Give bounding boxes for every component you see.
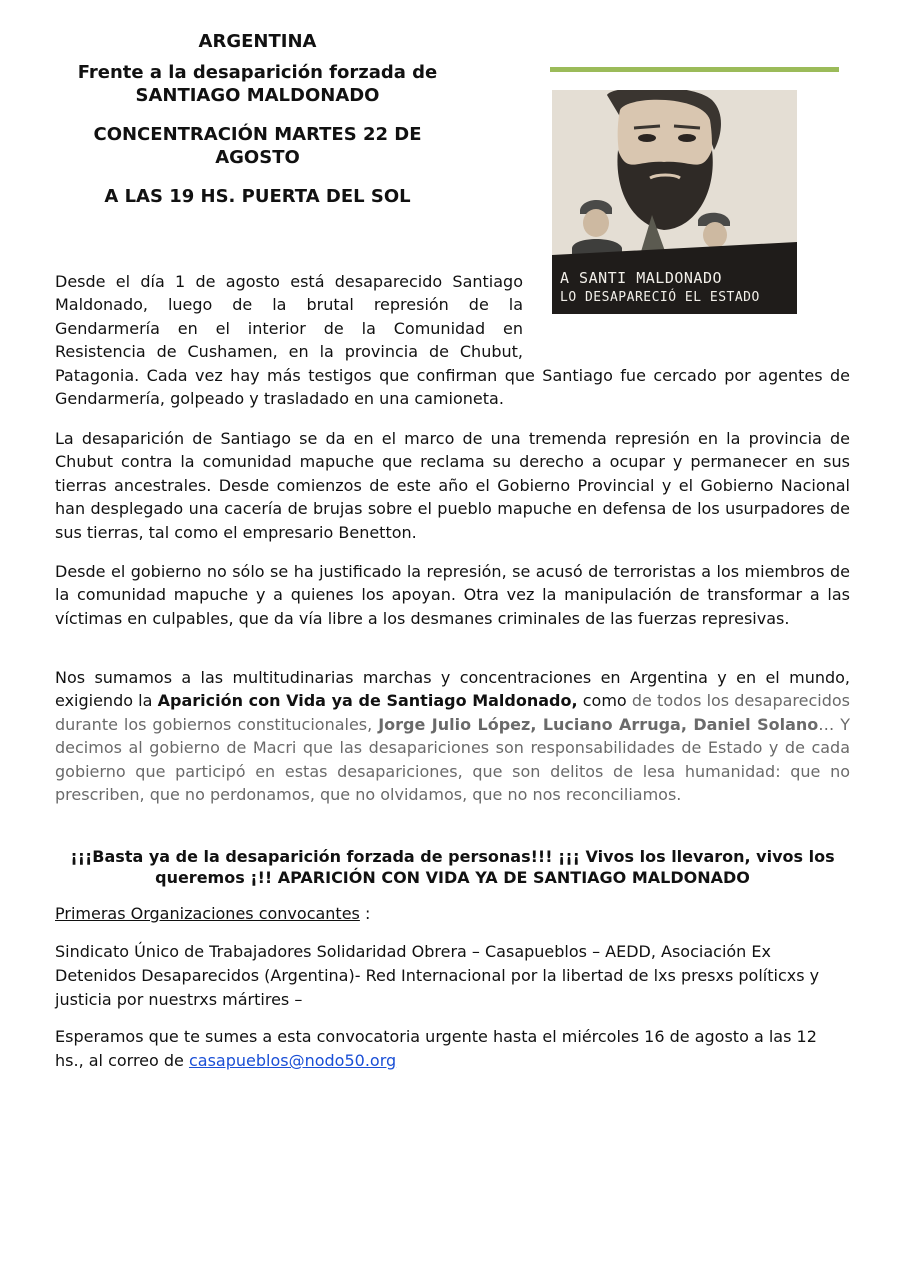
p4-como: como — [577, 691, 632, 711]
paragraph-4-text — [55, 666, 850, 806]
p4-closing: … Y decimos al gobierno de Macri que las desapariciones son responsabilidades de Estado y de cada gobierno que participó en estas desapariciones, que son delitos de lesa humanidad: que no prescriben, que no perdonamos, que no olvidamos, que no nos reconciliamos. — [55, 714, 850, 805]
email-link[interactable]: casapueblos@nodo50.org — [188, 1051, 397, 1070]
callout-line1: ¡¡¡Basta ya de la desaparición forzada de personas!!! ¡¡¡ Vivos los llevaron, vivos los — [70, 847, 835, 866]
header — [25, 30, 490, 208]
p4-intro: Nos sumamos a las multitudinarias marchas y concentraciones en Argentina y en el mundo, exigiendo la — [55, 668, 850, 711]
orgs-heading-text: Primeras Organizaciones convocantes — [55, 904, 360, 923]
time-place-heading: A LAS 19 HS. PUERTA DEL SOL — [104, 186, 411, 207]
paragraph-3-text: Desde el gobierno no sólo se ha justificado la represión, se acusó de terroristas a los miembros de la comunidad mapuche y a quienes los apoyan. Otra vez la manipulación de transformar a las víctimas en culpables, que da vía libre a los desmanes criminales de las fuerzas represivas. — [55, 562, 850, 628]
orgs-heading — [55, 902, 370, 925]
callout — [55, 846, 850, 888]
paragraph-1: Desde el día 1 de agosto está desaparecido Santiago Maldonado, luego de la brutal represión de la Gendarmería en el interior de la Comunidad en Resistencia de Cushamen, en la provincia de Chubut, Patagonia. Cada vez hay más testigos que confirman que Santiago fue cercado por agentes de Gendarmería, golpeado y trasladado en una camioneta. — [55, 272, 850, 409]
paragraph-2-text: La desaparición de Santiago se da en el marco de una tremenda represión en la provincia de Chubut contra la comunidad mapuche que reclama su derecho a ocupar y permanecer en sus tierras ancestrales. Desde comienzos de este año el Gobierno Provincial y el Gobierno Nacional han desplegado una cacería de brujas sobre el pueblo mapuche en defensa de los usurpadores de sus tierras, tal como el empresario Benetton. — [55, 429, 850, 542]
paragraph-2 — [55, 427, 850, 544]
paragraph-4 — [55, 666, 850, 806]
event-line1: CONCENTRACIÓN MARTES 22 DE — [93, 124, 422, 145]
decorative-rule — [550, 67, 839, 72]
paragraph-3 — [55, 560, 850, 630]
orgs-heading-suffix: : — [359, 904, 371, 923]
p4-names: Jorge Julio López, Luciano Arruga, Daniel Solano — [378, 714, 819, 734]
callout-line2: queremos ¡!! APARICIÓN CON VIDA YA DE SANTIAGO MALDONADO — [155, 868, 750, 887]
poster-banner-line1: A SANTI MALDONADO — [560, 269, 723, 287]
country-heading: ARGENTINA — [198, 31, 317, 52]
event-line2: AGOSTO — [215, 147, 300, 168]
title-line1: Frente a la desaparición forzada de — [77, 62, 438, 83]
final-text: Esperamos que te sumes a esta convocatoria urgente hasta el miércoles 16 de agosto a las 12 hs., al correo de — [55, 1027, 817, 1070]
p4-demand: Aparición con Vida ya de Santiago Maldonado, — [157, 691, 578, 711]
title-line2: SANTIAGO MALDONADO — [135, 85, 380, 106]
poster-banner-line2: LO DESAPARECIÓ EL ESTADO — [560, 290, 760, 305]
final-paragraph — [55, 1025, 850, 1073]
paragraph-1-block — [55, 270, 850, 410]
orgs-list: Sindicato Único de Trabajadores Solidaridad Obrera – Casapueblos – AEDD, Asociación Ex Detenidos Desaparecidos (Argentina)- Red Internacional por la libertad de lxs presxs políticxs y justicia por nuestrxs mártires – — [55, 942, 820, 1009]
p4-others: de todos los desaparecidos durante los gobiernos constitucionales, — [55, 691, 851, 734]
